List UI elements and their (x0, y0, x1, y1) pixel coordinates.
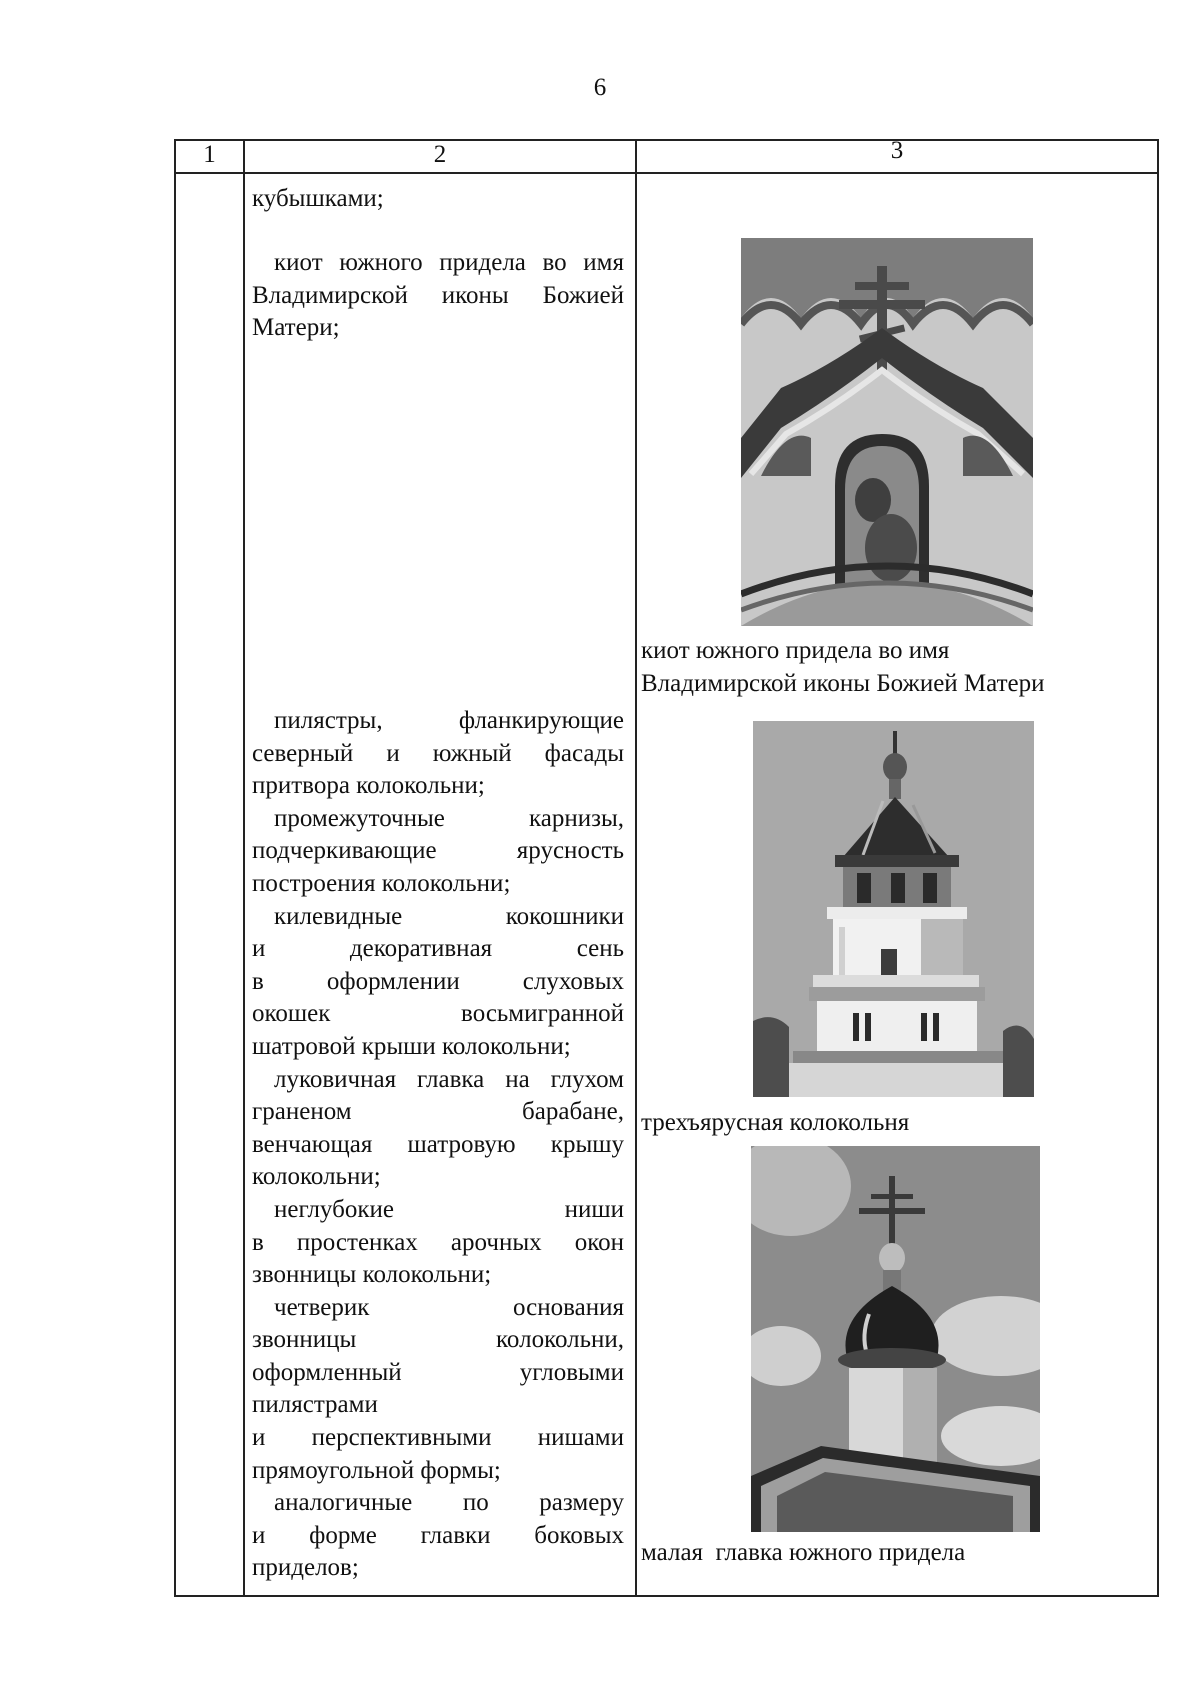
text-line: в оформлении слуховых (252, 967, 624, 995)
text-line: кубышками; (252, 185, 384, 212)
text-line: окошек восьмигранной (252, 1000, 624, 1028)
text-line: подчеркивающие ярусность (252, 837, 624, 865)
text-line: аналогичные по размеру (274, 1489, 624, 1517)
text-line: пилястры, фланкирующие (274, 707, 624, 734)
kiot-photo (741, 238, 1033, 626)
text-line: промежуточные карнизы, (274, 804, 624, 832)
text-line: в простенках арочных окон (252, 1228, 624, 1256)
text-line: луковичная главка на глухом (274, 1065, 624, 1093)
column-header-3: 3 (890, 137, 904, 164)
text-line: неглубокие ниши (274, 1195, 624, 1223)
text-line: оформленный угловыми (252, 1358, 624, 1386)
text-line: граненом барабане, (252, 1098, 624, 1126)
text-line: и декоративная сень (252, 935, 624, 963)
text-line: Владимирской иконы Божией (252, 281, 624, 309)
text-line: колокольни; (252, 1163, 381, 1191)
text-line: приделов; (252, 1554, 359, 1582)
text-line: килевидные кокошники (274, 902, 624, 930)
caption-line: трехъярусная колокольня (641, 1109, 910, 1136)
caption-line: малая главка южного придела (641, 1539, 966, 1566)
caption-bell-tower (641, 1106, 909, 1139)
text-line: киот южного придела во имя (274, 249, 624, 276)
text-line: и форме главки боковых (252, 1521, 624, 1549)
text-line: северный и южный фасады (252, 739, 624, 767)
text-line: венчающая шатровую крышу (252, 1130, 624, 1158)
text-line: построения колокольни; (252, 869, 511, 897)
column-2-kiot (252, 247, 624, 345)
caption-line: Владимирской иконы Божией Матери (641, 670, 1045, 697)
text-line: прямоугольной формы; (252, 1456, 501, 1484)
page-number: 6 (593, 74, 607, 101)
text-line: звонницы колокольни; (252, 1261, 492, 1289)
column-header-1: 1 (203, 141, 216, 168)
text-line: притвора колокольни; (252, 772, 485, 800)
text-line: звонницы колокольни, (252, 1326, 624, 1354)
caption-kiot (641, 634, 1045, 700)
bell-tower-photo (753, 721, 1034, 1097)
text-line: Матери; (252, 314, 340, 342)
text-line: пилястрами (252, 1391, 378, 1419)
column-header-2: 2 (433, 141, 447, 168)
text-line: четверик основания (274, 1293, 624, 1321)
caption-small-dome (641, 1536, 965, 1569)
small-dome-photo (751, 1146, 1040, 1532)
text-line: и перспективными нишами (252, 1424, 624, 1452)
column-2-intro (252, 183, 624, 216)
caption-line: киот южного придела во имя (641, 637, 950, 664)
column-2-features (252, 705, 624, 1585)
text-line: шатровой крыши колокольни; (252, 1032, 571, 1060)
